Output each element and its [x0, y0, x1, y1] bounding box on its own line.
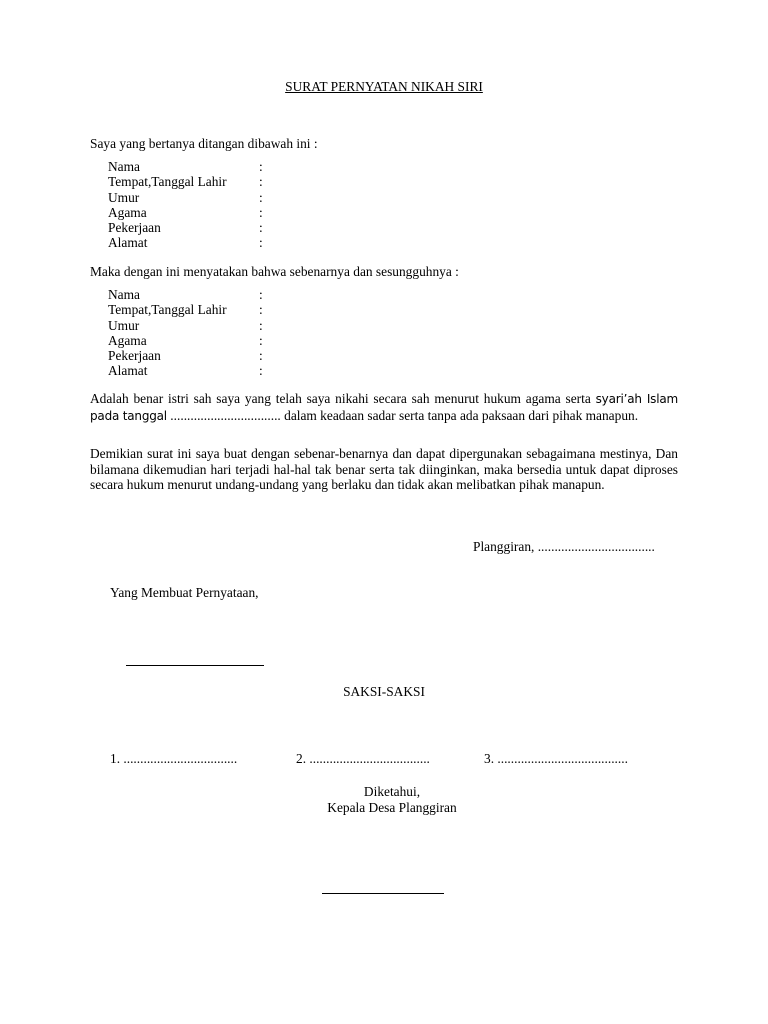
- witness-2: 2. ....................................: [296, 751, 430, 766]
- witness-3: 3. .......................................: [484, 751, 628, 766]
- document-title: SURAT PERNYATAN NIKAH SIRI: [285, 79, 483, 94]
- intro-second: Maka dengan ini menyatakan bahwa sebenarnya dan sesungguhnya :: [90, 264, 459, 279]
- maker-label: Yang Membuat Pernyataan,: [110, 585, 259, 600]
- paragraph-statement: Adalah benar istri sah saya yang telah saya nikahi secara sah menurut hukum agama serta syari’ah Islam pada tanggal ................................. dalam keadaan sadar serta tanpa ada paksaan dari pihak manapun.: [90, 391, 678, 423]
- field-row: Alamat :: [108, 235, 263, 251]
- village-head-signature-line: [322, 893, 444, 894]
- place-date: Planggiran, ...................................: [473, 539, 655, 554]
- field-row: Pekerjaan :: [108, 348, 263, 364]
- intro-first: Saya yang bertanya ditangan dibawah ini :: [90, 136, 318, 151]
- field-row: Nama :: [108, 159, 263, 174]
- field-row: Tempat,Tanggal Lahir :: [108, 174, 263, 190]
- known-label: Diketahui,: [363, 784, 421, 799]
- field-row: Agama :: [108, 332, 263, 348]
- field-row: Agama :: [108, 204, 263, 220]
- fields-first: [108, 159, 263, 251]
- field-row: Umur :: [108, 317, 263, 333]
- field-row: Nama :: [108, 287, 263, 302]
- field-row: Tempat,Tanggal Lahir :: [108, 302, 263, 318]
- field-row: Pekerjaan :: [108, 220, 263, 236]
- maker-signature-line: [126, 665, 264, 666]
- witness-1: 1. ..................................: [110, 751, 238, 766]
- village-head-label: Kepala Desa Planggiran: [327, 799, 457, 815]
- paragraph-closing: Demikian surat ini saya buat dengan sebenar-benarnya dan dapat dipergunakan sebagaimana mestinya, Dan bilamana dikemudian hari terjadi hal-hal tak benar serta tak diinginkan, maka bersedia untuk dapat diproses secara hukum menurut undang-undang yang berlaku dan tidak akan melibatkan pihak manapun.: [90, 446, 678, 492]
- field-row: Umur :: [108, 189, 263, 205]
- witness-title: SAKSI-SAKSI: [343, 684, 425, 699]
- field-row: Alamat :: [108, 363, 263, 379]
- known-block: [0, 784, 768, 815]
- fields-second: [108, 287, 263, 379]
